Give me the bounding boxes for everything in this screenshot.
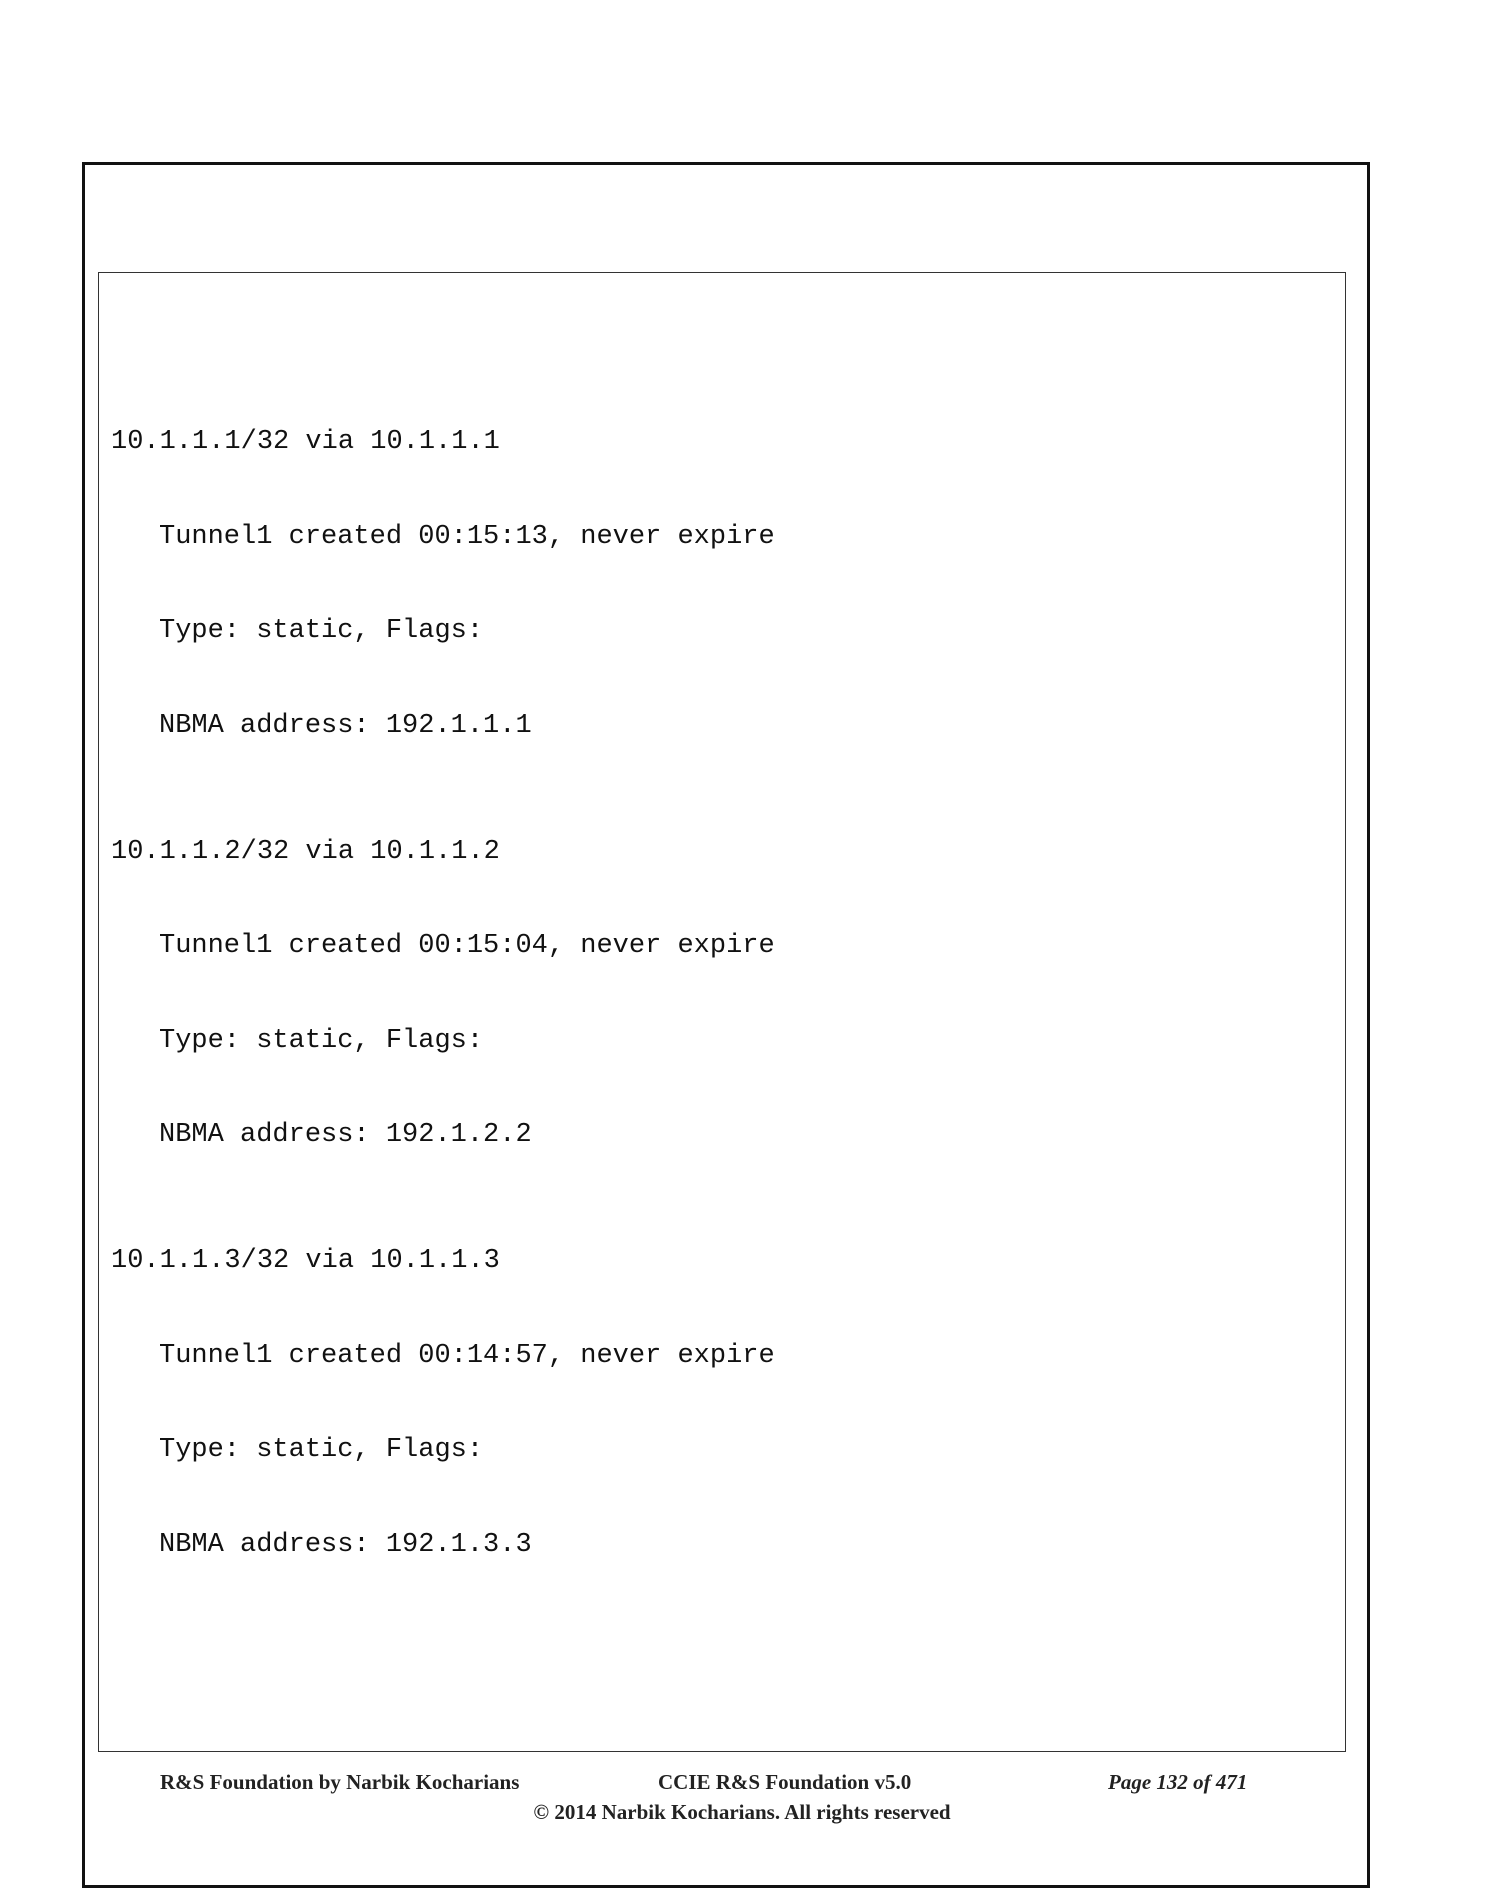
nhrp-created: Tunnel1 created 00:15:13, never expire xyxy=(159,521,775,552)
footer-author: R&S Foundation by Narbik Kocharians xyxy=(160,1770,520,1794)
nhrp-nbma: NBMA address: 192.1.3.3 xyxy=(159,1529,532,1560)
nhrp-created: Tunnel1 created 00:14:57, never expire xyxy=(159,1340,775,1371)
nhrp-created: Tunnel1 created 00:15:04, never expire xyxy=(159,931,775,961)
footer-title: CCIE R&S Foundation v5.0 xyxy=(658,1770,912,1794)
nhrp-type: Type: static, Flags: xyxy=(159,616,484,646)
nhrp-nbma: NBMA address: 192.1.2.2 xyxy=(159,1120,532,1150)
nhrp-type: Type: static, Flags: xyxy=(159,1025,484,1056)
page-footer xyxy=(98,1770,1346,1825)
footer-copyright: © 2014 Narbik Kocharians. All rights reserved xyxy=(533,1800,951,1824)
footer-page-number: Page 132 of 471 xyxy=(1108,1770,1248,1794)
nhrp-entry: 10.1.1.1/32 via 10.1.1.1 xyxy=(111,427,500,457)
console-output-box xyxy=(98,272,1346,1752)
nhrp-nbma: NBMA address: 192.1.1.1 xyxy=(159,710,532,741)
nhrp-type: Type: static, Flags: xyxy=(159,1435,484,1465)
nhrp-entry: 10.1.1.2/32 via 10.1.1.2 xyxy=(111,836,500,867)
nhrp-entry: 10.1.1.3/32 via 10.1.1.3 xyxy=(111,1246,500,1276)
